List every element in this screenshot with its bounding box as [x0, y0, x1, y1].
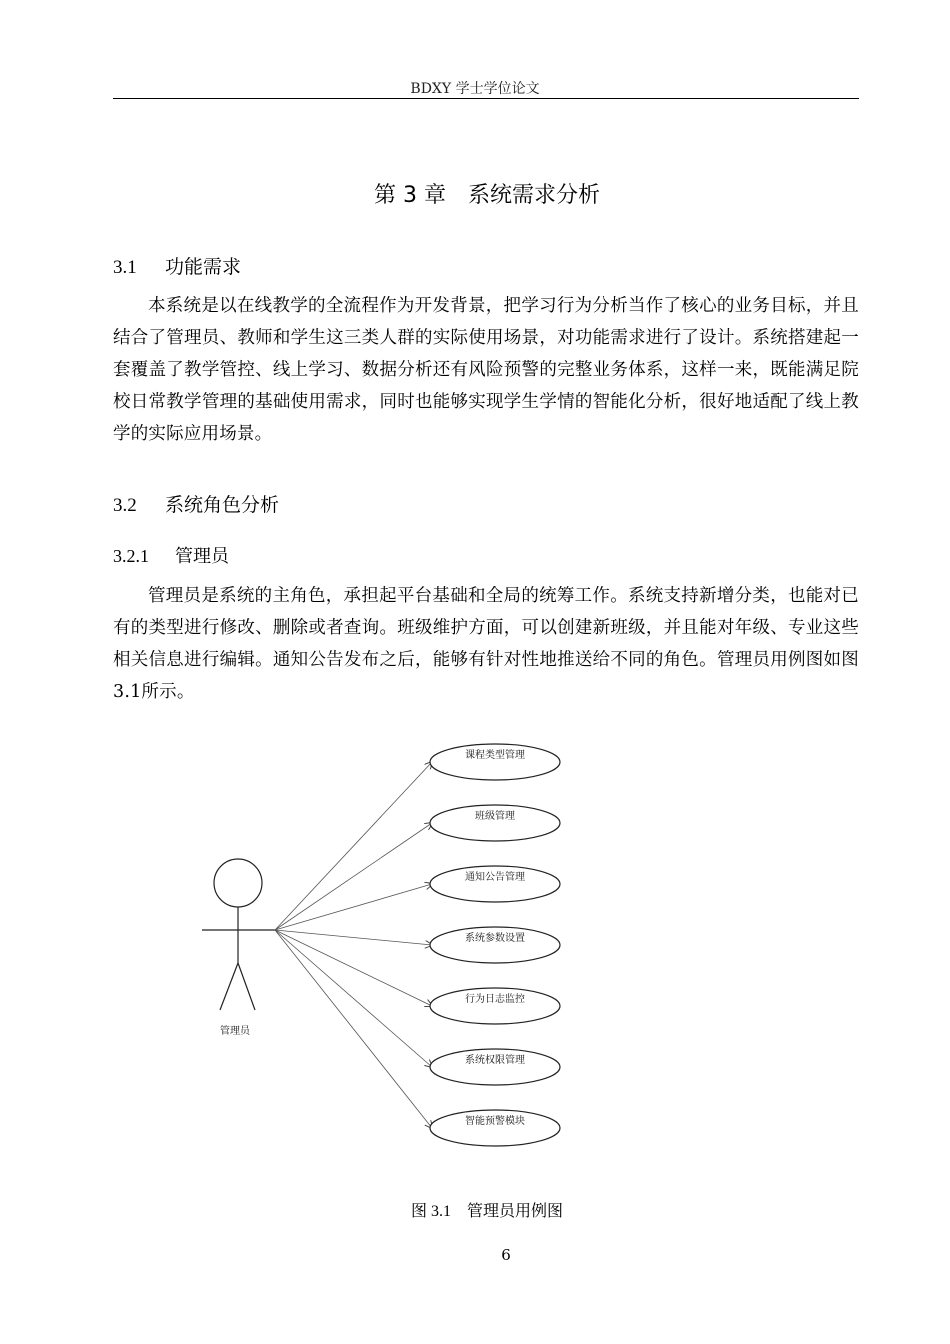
association-arrow — [275, 884, 432, 930]
use-case-list — [275, 744, 560, 1146]
running-header: BDXY 学士学位论文 — [410, 81, 540, 97]
figure-title: 管理员用例图 — [467, 1201, 564, 1220]
subsection-heading-3-2-1 — [113, 542, 229, 568]
subsection-title: 管理员 — [175, 546, 229, 567]
figure-number: 图 3.1 — [410, 1203, 451, 1220]
actor-right-leg — [238, 963, 255, 1010]
use-case-label: 行为日志监控 — [465, 994, 525, 1005]
header-rule — [113, 98, 859, 99]
use-case-label: 通知公告管理 — [465, 872, 525, 883]
use-case-label: 系统权限管理 — [465, 1055, 525, 1066]
figure-caption — [0, 1198, 950, 1221]
use-case-label: 课程类型管理 — [465, 750, 525, 761]
actor-label: 管理员 — [220, 1026, 250, 1037]
use-case-label: 智能预警模块 — [465, 1116, 525, 1127]
section-heading-3-1 — [113, 252, 241, 279]
chapter-title: 第 3 章 系统需求分析 — [374, 183, 600, 208]
section-number: 3.2 — [113, 495, 137, 516]
association-arrow — [275, 930, 432, 945]
subsection-number: 3.2.1 — [113, 546, 149, 566]
section-heading-3-2 — [113, 490, 279, 517]
association-arrow — [275, 823, 432, 930]
association-arrow — [275, 930, 432, 1128]
association-arrow — [275, 930, 432, 1006]
use-case-diagram — [180, 730, 600, 1150]
section-number: 3.1 — [113, 257, 137, 278]
actor-stick-figure — [202, 859, 275, 1037]
association-arrow — [275, 930, 432, 1067]
paragraph-administrator: 管理员是系统的主角色，承担起平台基础和全局的统筹工作。系统支持新增分类，也能对已有的类型进行修改、删除或者查询。班级维护方面，可以创建新班级，并且能对年级、专业这些相关信息进行编辑。通知公告发布之后，能够有针对性地推送给不同的角色。管理员用例图如图3.1所示。 — [113, 586, 859, 702]
page-number: 6 — [501, 1246, 511, 1264]
section-title: 功能需求 — [165, 256, 242, 278]
use-case-label: 系统参数设置 — [465, 933, 525, 944]
paragraph-functional-requirements: 本系统是以在线教学的全流程作为开发背景，把学习行为分析当作了核心的业务目标，并且结合了管理员、教师和学生这三类人群的实际使用场景，对功能需求进行了设计。系统搭建起一套覆盖了教学管控、线上学习、数据分析还有风险预警的完整业务体系，这样一来，既能满足院校日常教学管理的基础使用需求，同时也能够实现学生学情的智能化分析，很好地适配了线上教学的实际应用场景。 — [113, 296, 859, 444]
actor-head — [214, 859, 262, 907]
section-title: 系统角色分析 — [165, 494, 280, 516]
use-case-item — [275, 927, 560, 963]
use-case-item — [275, 866, 560, 930]
actor-left-leg — [220, 963, 238, 1010]
association-arrow — [275, 762, 432, 930]
use-case-label: 班级管理 — [475, 811, 515, 822]
